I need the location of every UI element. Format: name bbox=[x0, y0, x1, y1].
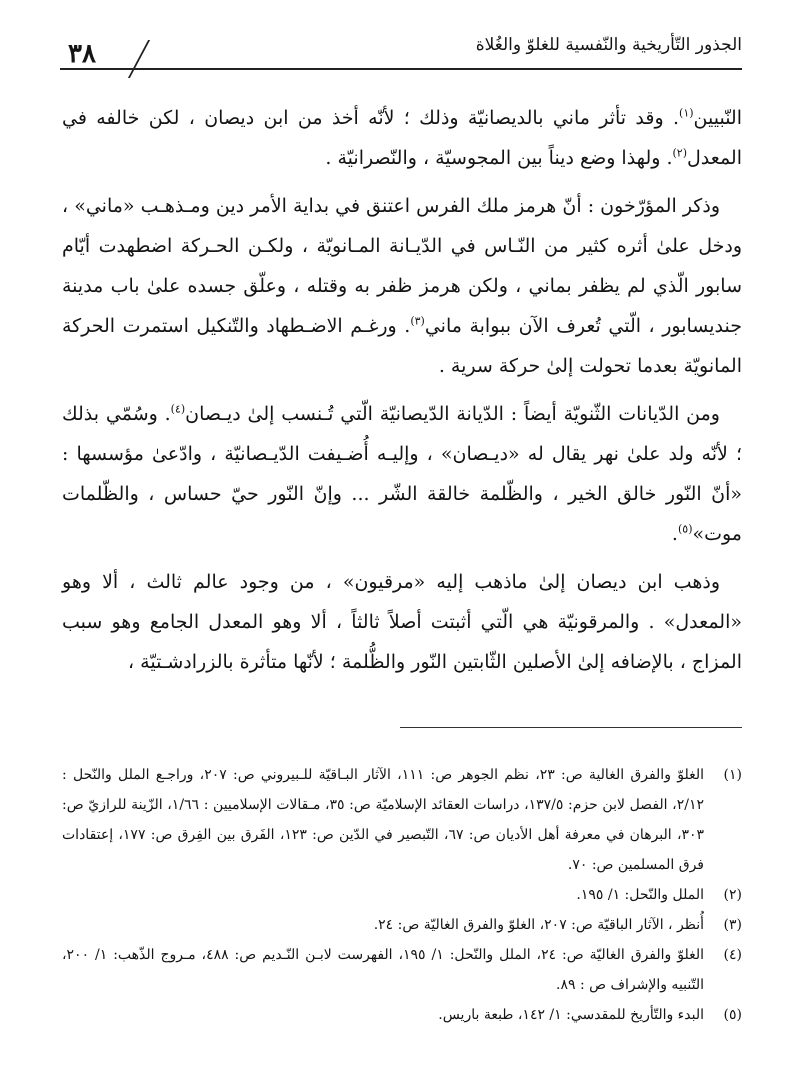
footnote-number: (٢) bbox=[723, 887, 742, 903]
paragraph bbox=[62, 394, 742, 554]
footnote-marker: (١) bbox=[679, 106, 694, 120]
footnote bbox=[62, 880, 742, 910]
footnotes bbox=[62, 760, 742, 1030]
footnote-marker: (٤) bbox=[170, 402, 186, 416]
footnote-separator bbox=[400, 727, 742, 728]
running-header bbox=[60, 28, 742, 78]
header-slant-divider bbox=[128, 40, 150, 78]
footnote bbox=[62, 940, 742, 1000]
text-run: . وقد تأثر ماني بالديصانيّة وذلك ؛ لأنّه أخذ من ابن ديصان ، لكن خالفه في المعدل bbox=[62, 107, 742, 169]
running-title: الجذور التّأريخية والنّفسية للغلوّ والغُلاة bbox=[475, 35, 742, 55]
page-number: ٣٨ bbox=[68, 39, 96, 69]
footnote-text: البدء والتّأريخ للمقدسي: ١/ ١٤٢، طبعة باريس. bbox=[438, 1007, 704, 1023]
main-text bbox=[62, 98, 742, 682]
text-run: وذهب ابن ديصان إلىٰ ماذهب إليه «مرقيون» ، من وجود عالم ثالث ، ألا وهو «المعدل» . والمرقونيّة هي الّتي أثبتت أصلاً ثالثاً ، ألا وهو المعدل الجامع وهو سبب المزاج ، بالإضافه إلىٰ الأصلين الثّابتين النّور والظُّلمة ؛ لأنّها متأثرة بالزرادشـتيّة ، bbox=[62, 571, 742, 673]
footnote-text: الغلوّ والفرق الغاليّة ص: ٢٤، الملل والنّحل: ١/ ١٩٥، الفهرست لابـن النّـديم ص: ٤٨٨، مـروج الذّهب: ١/ ٢٠٠، التّنبيه والإشراف ص : ٨٩. bbox=[62, 947, 705, 993]
footnote bbox=[62, 1000, 742, 1030]
footnote-text: الملل والنّحل: ١/ ١٩٥. bbox=[576, 887, 704, 903]
paragraph bbox=[62, 98, 742, 178]
footnote-text: الغلوّ والفرق الغالية ص: ٢٣، نظم الجوهر ص: ١١١، الآثار البـاقيّة للـبيروني ص: ٢٠٧، وراجـع الملل والنّحل : ٢/١٢، الفصل لابن حزم: ١٣٧/٥، دراسات العقائد الإسلاميّة ص: ٣٥، مـقالات الإسلاميين : ١/٦٦، الزّينة للرازيّ ص: ٣٠٣، البرهان في معرفة أهل الأديان ص: ٦٧، التّبصير في الدّين ص: ١٢٣، الفَرق بين الفِرق ص: ١٧٧، إعتقادات فرق المسلمين ص: ٧٠. bbox=[62, 767, 705, 873]
footnote-marker: (٢) bbox=[672, 146, 687, 160]
text-run: . ولهذا وضع ديناً بين المجوسيّة ، والنّصرانيّة . bbox=[325, 147, 673, 169]
footnote-number: (٤) bbox=[723, 947, 742, 963]
paragraph bbox=[62, 562, 742, 682]
footnote-number: (٥) bbox=[723, 1007, 742, 1023]
text-run: . ورغـم الاضـطهاد والتّنكيل استمرت الحركة المانويّة بعدما تحولت إلىٰ حركة سرية . bbox=[62, 315, 742, 377]
footnote-marker: (٥) bbox=[677, 522, 693, 536]
paragraph bbox=[62, 186, 742, 386]
header-rule bbox=[60, 68, 742, 70]
footnote bbox=[62, 910, 742, 940]
text-run: . bbox=[671, 523, 678, 545]
footnote-number: (٣) bbox=[723, 917, 742, 933]
text-run: وذكر المؤرّخون : أنّ هرمز ملك الفرس اعتنق في بداية الأمر دين ومـذهـب «ماني» ، ودخل علىٰ أثره كثير من النّـاس في الدّيـانة المـانويّة ، ولكـن الحـركة اضطهدت أيّام سابور الّذي لم يظفر بماني ، ولكن هرمز ظفر به وقتله ، وعلّق جسده علىٰ باب مدينة جنديسابور ، الّتي تُعرف الآن ببوابة ماني bbox=[62, 195, 742, 337]
footnote-marker: (٣) bbox=[410, 314, 425, 328]
footnote-number: (١) bbox=[723, 767, 742, 783]
text-run: . وسُمّي بذلك ؛ لأنّه ولد علىٰ نهر يقال له «ديـصان» ، وإليـه أُضـيفت الدّيـصانيّة ، وادّعىٰ مؤسسها : «أنّ النّور خالق الخير ، والظّلمة خالقة الشّر ... وإنّ النّور حيّ حساس ، والظّلمات موت» bbox=[62, 403, 742, 545]
footnote bbox=[62, 760, 742, 880]
text-run: ومن الدّيانات الثّنويّة أيضاً : الدّيانة الدّيصانيّة الّتي تُـنسب إلىٰ ديـصان bbox=[185, 403, 720, 425]
text-run: النّبيين bbox=[693, 107, 742, 129]
footnote-text: أُنظر ، الآثار الباقيّة ص: ٢٠٧، الغلوّ والفرق الغاليّة ص: ٢٤. bbox=[373, 917, 704, 933]
